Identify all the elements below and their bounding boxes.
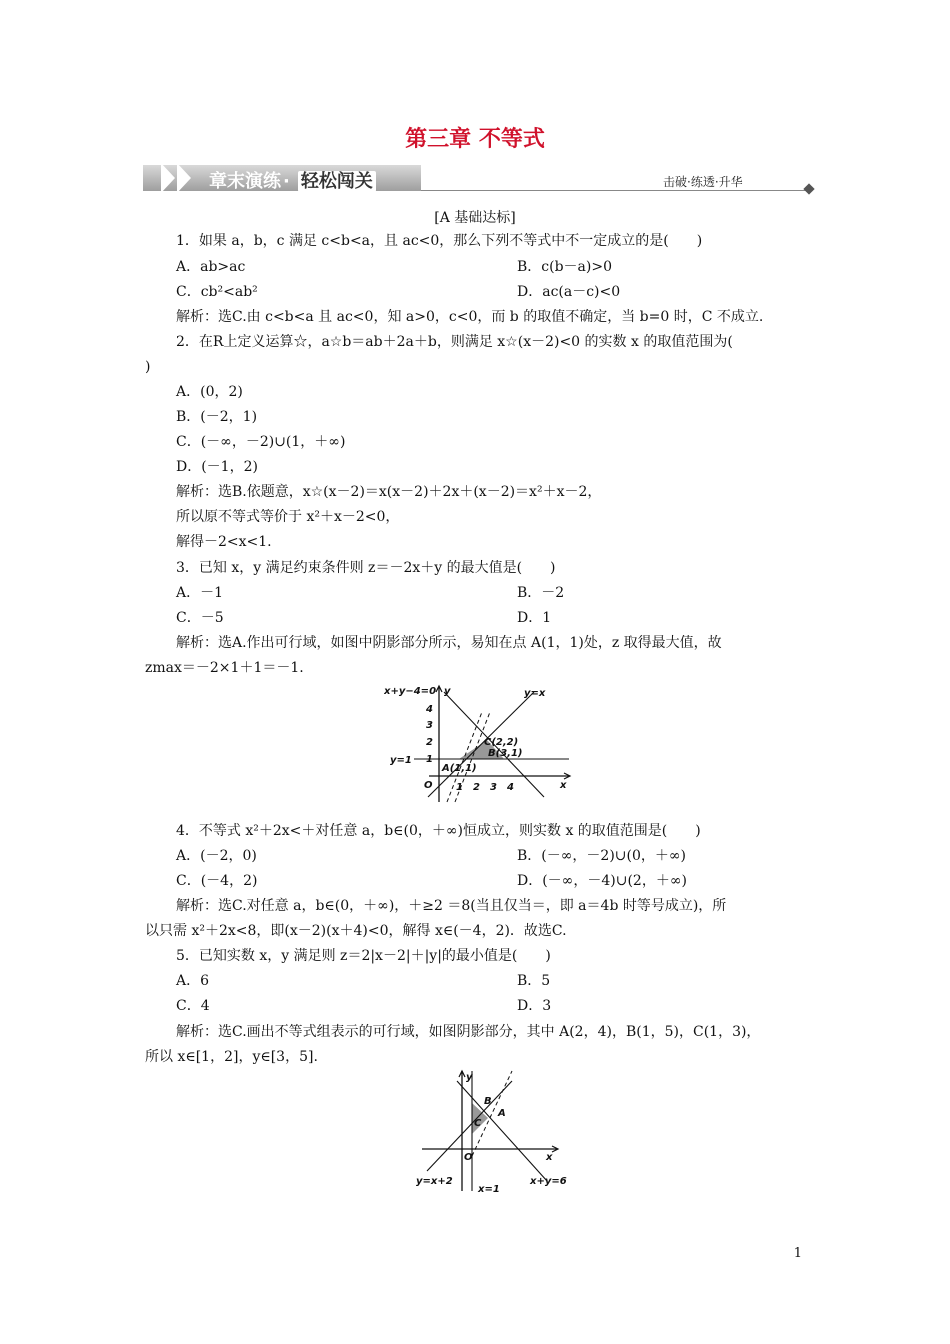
banner-left-text: 章末演练: [209, 171, 281, 192]
solution: 解析：选C.由 c<b<a 且 ac<0，知 a>0，c<0，而 b 的取值不确定，当 b=0 时，C 不成立.: [176, 309, 764, 325]
figure-label: O: [464, 1152, 473, 1163]
figure-label: A(1,1): [442, 763, 477, 774]
figure-label: 1: [456, 782, 463, 793]
figure-label: x=1: [478, 1184, 500, 1195]
chevron-icon: [161, 163, 175, 193]
section-heading: [A 基础达标]: [434, 210, 516, 226]
solution: 以只需 x²＋2x<8，即(x－2)(x＋4)<0，解得 x∈(－4，2)．故选C.: [145, 923, 567, 939]
question-3: 3．已知 x，y 满足约束条件则 z＝－2x＋y 的最大值是( ): [176, 560, 556, 576]
chevron-icon: [177, 163, 191, 193]
figure-label: 3: [490, 782, 497, 793]
option: A．6: [176, 973, 210, 989]
figure-label: y: [466, 1072, 473, 1083]
solution: 解得－2<x<1.: [176, 534, 272, 550]
feasible-region-figure-1: [384, 682, 584, 812]
page-number: 1: [793, 1246, 802, 1261]
option: D．ac(a－c)<0: [517, 284, 621, 300]
solution: 所以原不等式等价于 x²＋x－2<0，: [176, 509, 400, 525]
solution: 解析：选A.作出可行域，如图中阴影部分所示，易知在点 A(1，1)处，z 取得最大值，故: [176, 635, 722, 651]
banner-sub-text: 轻松闯关: [298, 171, 376, 192]
figure-label: B(3,1): [488, 748, 523, 759]
option: D．3: [517, 998, 552, 1014]
chapter-banner: 章末演练 · 轻松闯关 击破·练透·升华: [143, 163, 807, 193]
banner-right-text: 击破·练透·升华: [663, 175, 743, 189]
figure-label: x: [560, 780, 567, 791]
figure-label: 1: [426, 754, 433, 765]
option: C．(－∞，－2)∪(1，＋∞): [176, 434, 346, 450]
option: C．－5: [176, 610, 224, 626]
diamond-icon: [803, 183, 814, 194]
figure-label: y=1: [390, 755, 412, 766]
option: A．(0，2): [176, 384, 243, 400]
divider: [421, 190, 807, 191]
figure-label: C(2,2): [484, 737, 519, 748]
option: B．(－∞，－2)∪(0，＋∞): [517, 848, 687, 864]
figure-label: y: [444, 686, 451, 697]
option: C．(－4，2): [176, 873, 258, 889]
figure-label: 2: [473, 782, 480, 793]
figure-label: 4: [507, 782, 514, 793]
figure-label: x+y=6: [530, 1176, 567, 1187]
option: B．－2: [517, 585, 565, 601]
option: B．5: [517, 973, 551, 989]
solution: 解析：选B.依题意，x☆(x－2)＝x(x－2)＋2x＋(x－2)＝x²＋x－2，: [176, 484, 602, 500]
figure-label: 4: [426, 704, 433, 715]
option: D．(－1，2): [176, 459, 258, 475]
solution: 所以 x∈[1，2]，y∈[3，5].: [145, 1049, 318, 1065]
question-2: 2．在R上定义运算☆，a☆b＝ab＋2a＋b，则满足 x☆(x－2)<0 的实数 x 的取值范围为(: [176, 334, 733, 350]
option: A．(－2，0): [176, 848, 257, 864]
chapter-title: 第三章 不等式: [405, 126, 545, 152]
option: A．ab>ac: [176, 259, 246, 275]
solution: zmax＝－2×1＋1＝－1.: [145, 660, 304, 676]
figure-label: 3: [426, 720, 433, 731]
question-1: 1．如果 a，b，c 满足 c<b<a，且 ac<0，那么下列不等式中不一定成立的是( ): [176, 233, 703, 249]
figure-label: 2: [426, 737, 433, 748]
question-5: 5．已知实数 x，y 满足则 z＝2|x－2|＋|y|的最小值是( ): [176, 948, 551, 964]
solution: 解析：选C.画出不等式组表示的可行域，如图阴影部分，其中 A(2，4)，B(1，5)，C(1，3)，: [176, 1024, 761, 1040]
figure-label: A: [498, 1108, 506, 1119]
figure-label: x: [546, 1152, 553, 1163]
question-4: 4．不等式 x²＋2x<＋对任意 a，b∈(0，＋∞)恒成立，则实数 x 的取值范围是( ): [176, 823, 701, 839]
figure-label: x+y−4=0: [384, 686, 437, 697]
option: C．4: [176, 998, 210, 1014]
option: B．(－2，1): [176, 409, 258, 425]
figure-label: C: [474, 1118, 482, 1129]
option: D．(－∞，－4)∪(2，＋∞): [517, 873, 687, 889]
option: B．c(b－a)>0: [517, 259, 612, 275]
question-2-continued: ): [145, 359, 151, 375]
figure-label: y=x: [524, 688, 546, 699]
figure-label: y=x+2: [416, 1176, 453, 1187]
figure-label: B: [484, 1096, 492, 1107]
line-x-plus-y-equals-6: [457, 1081, 547, 1181]
option: C．cb²<ab²: [176, 284, 258, 300]
option: A．－1: [176, 585, 224, 601]
option: D．1: [517, 610, 552, 626]
figure-label: O: [424, 780, 433, 791]
feasible-region-figure-2: [412, 1066, 582, 1196]
solution: 解析：选C.对任意 a，b∈(0，＋∞)，＋≥2 ＝8(当且仅当＝，即 a＝4b 时等号成立)，所: [176, 898, 727, 914]
